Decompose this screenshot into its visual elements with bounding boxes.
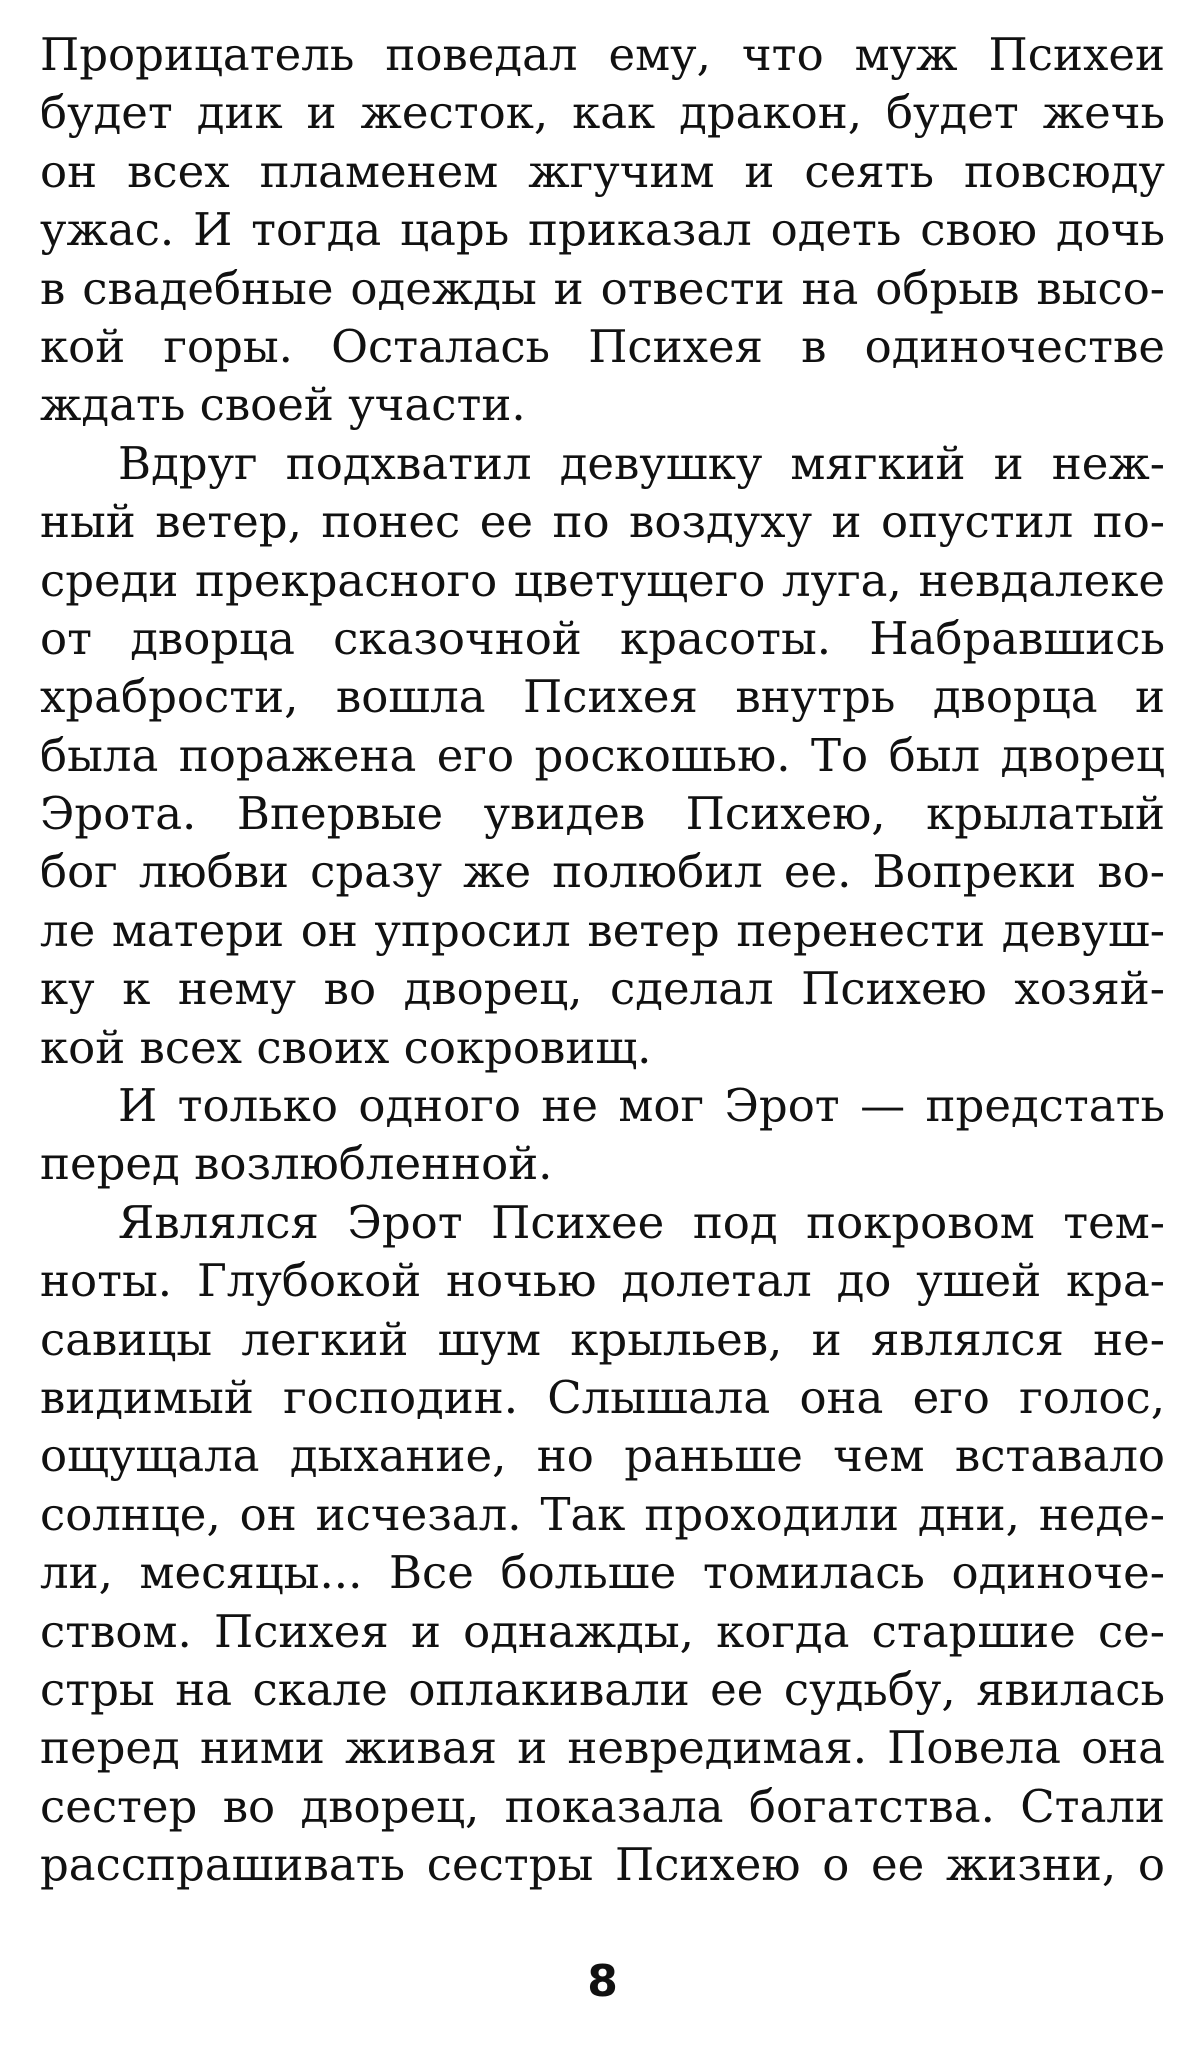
text-line: кой горы. Осталась Психея в одиночестве [40, 319, 1165, 373]
page-number: 8 [587, 1956, 618, 2007]
text-line: Являлся Эрот Психее под покровом тем- [118, 1195, 1165, 1249]
text-line: среди прекрасного цветущего луга, невдалеке [40, 553, 1165, 607]
page-text-body [40, 26, 1165, 1895]
text-line: была поражена его роскошью. То был дворец [40, 728, 1165, 782]
text-line: от дворца сказочной красоты. Набравшись [40, 611, 1165, 665]
text-line: в свадебные одежды и отвести на обрыв высо- [40, 261, 1165, 315]
text-line: ством. Психея и однажды, когда старшие се- [40, 1604, 1165, 1658]
text-line: ле матери он упросил ветер перенести девуш- [40, 903, 1165, 957]
text-line: савицы легкий шум крыльев, и являлся не- [40, 1312, 1165, 1366]
text-line: ку к нему во дворец, сделал Психею хозяй- [40, 962, 1165, 1016]
text-line: храбрости, вошла Психея внутрь дворца и [40, 670, 1165, 724]
text-line: Прорицатель поведал ему, что муж Психеи [40, 28, 1165, 81]
text-line: ный ветер, понес ее по воздуху и опустил по- [40, 495, 1165, 549]
text-line: стры на скале оплакивали ее судьбу, явилась [40, 1662, 1165, 1716]
text-line: он всех пламенем жгучим и сеять повсюду [40, 144, 1165, 198]
text-line: ощущала дыхание, но раньше чем вставало [40, 1429, 1165, 1483]
text-line: ноты. Глубокой ночью долетал до ушей кра- [40, 1254, 1165, 1308]
text-line: кой всех своих сокровищ. [40, 1020, 652, 1074]
text-line: перед ними живая и невредимая. Повела она [40, 1721, 1165, 1775]
text-line: ждать своей участи. [40, 378, 526, 432]
text-line: видимый господин. Слышала она его голос, [40, 1370, 1165, 1424]
text-line: будет дик и жесток, как дракон, будет жечь [40, 86, 1165, 140]
text-line: бог любви сразу же полюбил ее. Вопреки во- [40, 845, 1165, 899]
book-page [40, 26, 1165, 2026]
text-line: Эрота. Впервые увидев Психею, крылатый [40, 787, 1165, 841]
text-line: Вдруг подхватил девушку мягкий и неж- [118, 436, 1165, 490]
text-line: перед возлюбленной. [40, 1137, 553, 1191]
text-line: сестер во дворец, показала богатства. Стали [40, 1779, 1165, 1833]
text-line: солнце, он исчезал. Так проходили дни, неде- [40, 1487, 1165, 1541]
text-line: ужас. И тогда царь приказал одеть свою дочь [40, 203, 1165, 257]
text-line: расспрашивать сестры Психею о ее жизни, о [40, 1838, 1165, 1892]
text-line: ли, месяцы... Все больше томилась одиноче- [40, 1546, 1165, 1600]
text-line: И только одного не мог Эрот — предстать [118, 1079, 1165, 1133]
